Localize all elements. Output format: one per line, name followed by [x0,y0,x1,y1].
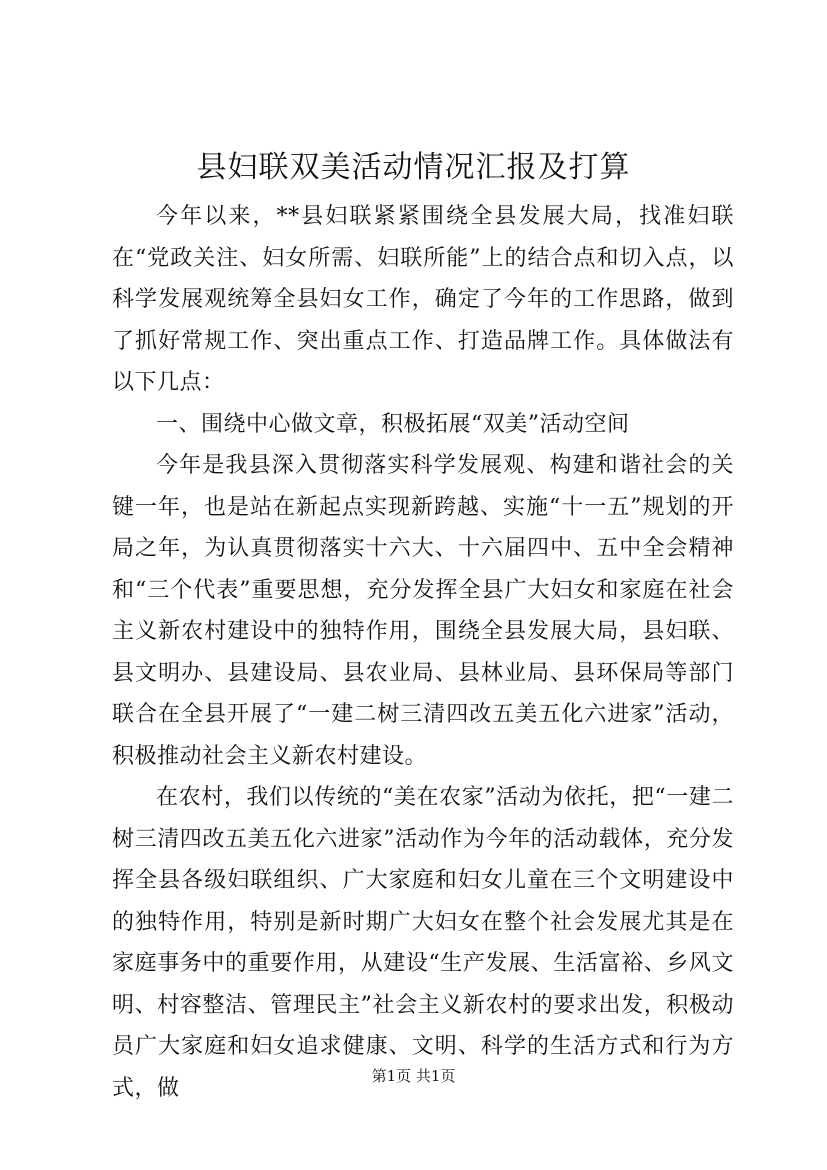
paragraph-rural: 在农村，我们以传统的“美在农家”活动为依托，把“一建二树三清四改五美五化六进家”活动作为今年的活动载体，充分发挥全县各级妇联组织、广大家庭和妇女儿童在三个文明建设中的独特作用，特别是新时期广大妇女在整个社会发展尤其是在家庭事务中的重要作用，从建设“生产发展、生活富裕、乡风文明、村容整洁、管理民主”社会主义新农村的要求出发，积极动员广大家庭和妇女追求健康、文明、科学的生活方式和行为方式，做 [112,785,734,1101]
document-body [112,196,734,1109]
page-number-footer: 第1页 共1页 [371,1067,456,1085]
document-title: 县妇联双美活动情况汇报及打算 [196,150,631,185]
section-heading: 一、围绕中心做文章，积极拓展“双美”活动空间 [156,411,630,437]
paragraph-background: 今年是我县深入贯彻落实科学发展观、构建和谐社会的关键一年，也是站在新起点实现新跨越、实施“十一五”规划的开局之年，为认真贯彻落实十六大、十六届四中、五中全会精神和“三个代表”重要思想，充分发挥全县广大妇女和家庭在社会主义新农村建设中的独特作用，围绕全县发展大局，县妇联、县文明办、县建设局、县农业局、县林业局、县环保局等部门联合在全县开展了“一建二树三清四改五美五化六进家”活动，积极推动社会主义新农村建设。 [112,453,734,769]
paragraph-intro: 今年以来，**县妇联紧紧围绕全县发展大局，找准妇联在“党政关注、妇女所需、妇联所能”上的结合点和切入点，以科学发展观统筹全县妇女工作，确定了今年的工作思路，做到了抓好常规工作、突出重点工作、打造品牌工作。具体做法有以下几点： [112,204,734,395]
